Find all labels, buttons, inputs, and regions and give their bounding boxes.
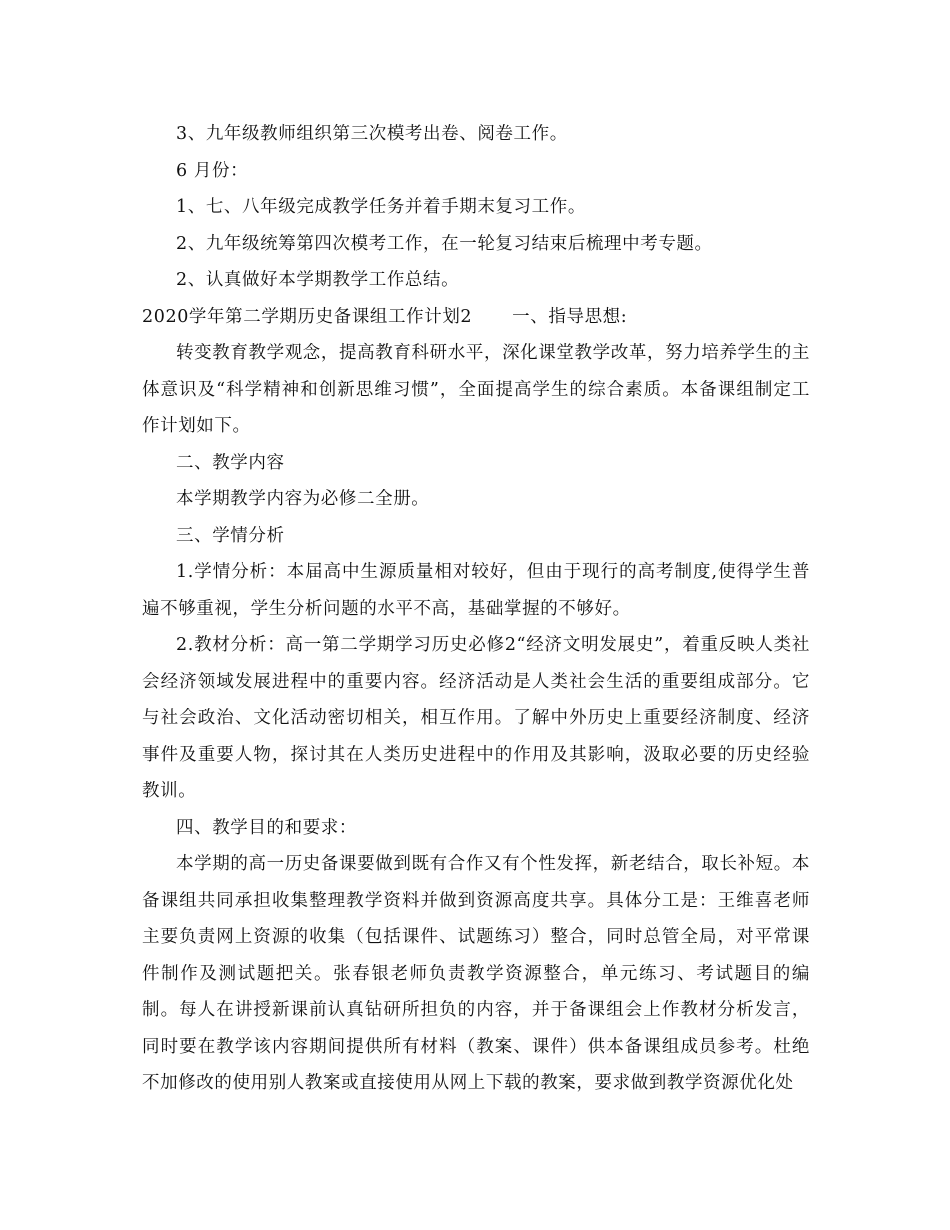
paragraph-b5: 1.学情分析：本届高中生源质量相对较好，但由于现行的高考制度,使得学生普遍不够重视，学生分析问题的水平不高，基础掌握的不够好。 (142, 562, 810, 619)
paragraph-b4: 三、学情分析 (176, 525, 285, 546)
paragraph-b8: 本学期的高一历史备课要做到既有合作又有个性发挥，新老结合，取长补短。本备课组共同承担收集整理教学资料并做到资源高度共享。具体分工是：王维喜老师主要负责网上资源的收集（包括课件、试题练习）整合，同时总管全局，对平常课件制作及测试题把关。张春银老师负责教学资源整合，单元练习、考试题目的编制。每人在讲授新课前认真钻研所担负的内容，并于备课组会上作教材分析发言，同时要在教学该内容期间提供所有材料（教案、课件）供本备课组成员参考。杜绝不加修改的使用别人教案或直接使用从网上下载的教案，要求做到教学资源优化处 (142, 854, 810, 1093)
paragraph-p4: 2、九年级统筹第四次模考工作，在一轮复习结束后梳理中考专题。 (176, 233, 713, 254)
paragraph-b1: 转变教育教学观念，提高教育科研水平，深化课堂教学改革，努力培养学生的主体意识及“科学精神和创新思维习惯”，全面提高学生的综合素质。本备课组制定工作计划如下。 (142, 343, 810, 436)
paragraph-p3: 1、七、八年级完成教学任务并着手期末复习工作。 (176, 197, 586, 217)
document-body (142, 116, 810, 1102)
paragraph-b6: 2.教材分析：高一第二学期学习历史必修2“经济文明发展史”，着重反映人类社会经济领域发展进程中的重要内容。经济活动是人类社会生活的重要组成部分。它与社会政治、文化活动密切相关，相互作用。了解中外历史上重要经济制度、经济事件及重要人物，探讨其在人类历史进程中的作用及其影响，汲取必要的历史经验教训。 (142, 635, 810, 801)
paragraph-b3: 本学期教学内容为必修二全册。 (176, 489, 430, 509)
paragraph-b2: 二、教学内容 (176, 452, 285, 473)
plan-title: 2020学年第二学期历史备课组工作计划2 (142, 306, 473, 327)
paragraph-p5: 2、认真做好本学期教学工作总结。 (176, 270, 460, 290)
plan-heading-line (142, 299, 810, 336)
section1-heading: 一、指导思想: (512, 306, 628, 327)
paragraph-p1: 3、九年级教师组织第三次模考出卷、阅卷工作。 (176, 124, 568, 144)
paragraph-b7: 四、教学目的和要求： (176, 817, 357, 838)
paragraph-p2: 6 月份： (176, 160, 249, 181)
